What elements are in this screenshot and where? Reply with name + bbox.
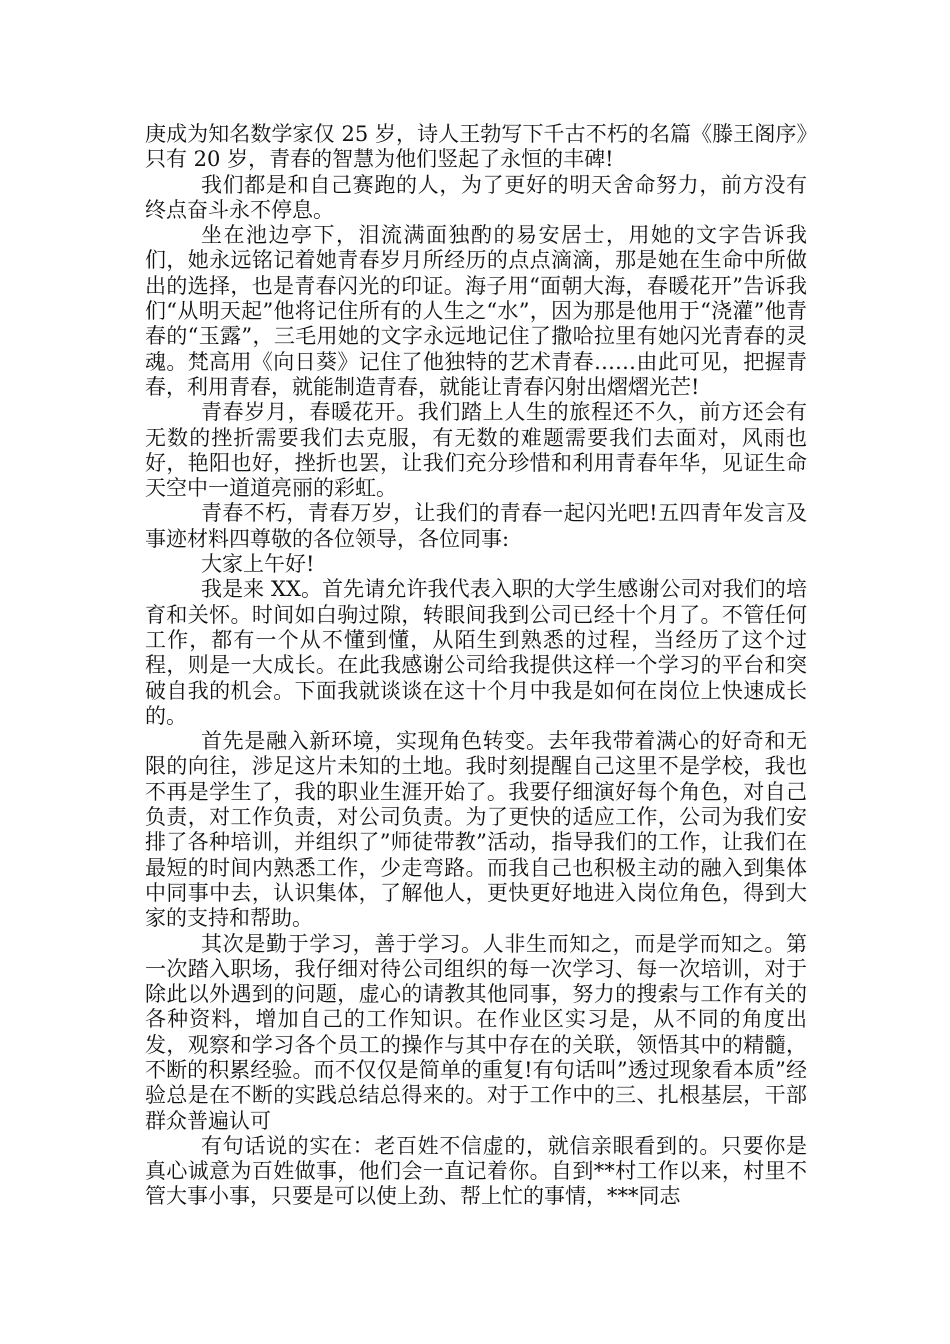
- paragraph-5: 青春不朽，青春万岁，让我们的青春一起闪光吧!五四青年发言及事迹材料四尊敬的各位领导，各位同事:: [145, 501, 807, 551]
- paragraph-7: 我是来 XX。首先请允许我代表入职的大学生感谢公司对我们的培育和关怀。时间如白驹过隙，转眼间我到公司已经十个月了。不管任何工作，都有一个从不懂到懂，从陌生到熟悉的过程，当经历了这个过程，则是一大成长。在此我感谢公司给我提供这样一个学习的平台和突破自我的机会。下面我就谈谈在这十个月中我是如何在岗位上快速成长的。: [145, 577, 807, 728]
- paragraph-8: 首先是融入新环境，实现角色转变。去年我带着满心的好奇和无限的向往，涉足这片未知的土地。我时刻提醒自己这里不是学校，我也不再是学生了，我的职业生涯开始了。我要仔细演好每个角色，对自己负责，对工作负责，对公司负责。为了更快的适应工作，公司为我们安排了各种培训，并组织了”师徒带教”活动，指导我们的工作，让我们在最短的时间内熟悉工作，少走弯路。而我自己也积极主动的融入到集体中同事中去，认识集体，了解他人，更快更好地进入岗位角色，得到大家的支持和帮助。: [145, 729, 807, 931]
- paragraph-9: 其次是勤于学习，善于学习。人非生而知之，而是学而知之。第一次踏入职场，我仔细对待公司组织的每一次学习、每一次培训，对于除此以外遇到的问题，虚心的请教其他同事，努力的搜索与工作有关的各种资料，增加自己的工作知识。在作业区实习是，从不同的角度出发，观察和学习各个员工的操作与其中存在的关联，领悟其中的精髓，不断的积累经验。而不仅仅是简单的重复!有句话叫”透过现象看本质”经验总是在不断的实践总结总得来的。对于工作中的三、扎根基层，干部群众普遍认可: [145, 931, 807, 1133]
- paragraph-2: 我们都是和自己赛跑的人，为了更好的明天舍命努力，前方没有终点奋斗永不停息。: [145, 172, 807, 222]
- paragraph-10: 有句话说的实在：老百姓不信虚的，就信亲眼看到的。只要你是真心诚意为百姓做事，他们会一直记着你。自到**村工作以来，村里不管大事小事，只要是可以使上劲、帮上忙的事情，***同志: [145, 1133, 807, 1209]
- paragraph-3: 坐在池边亭下，泪流满面独酌的易安居士，用她的文字告诉我们，她永远铭记着她青春岁月所经历的点点滴滴，那是她在生命中所做出的选择，也是青春闪光的印证。海子用“面朝大海，春暖花开”告诉我们“从明天起”他将记住所有的人生之“水”，因为那是他用于“浇灌”他青春的“玉露”，三毛用她的文字永远地记住了撒哈拉里有她闪光青春的灵魂。梵高用《向日葵》记住了他独特的艺术青春……由此可见，把握青春，利用青春，就能制造青春，就能让青春闪射出熠熠光芒!: [145, 223, 807, 399]
- paragraph-1: 庚成为知名数学家仅 25 岁，诗人王勃写下千古不朽的名篇《滕王阁序》只有 20 岁，青春的智慧为他们竖起了永恒的丰碑!: [145, 122, 807, 172]
- document-body: [145, 122, 807, 1210]
- paragraph-4: 青春岁月，春暖花开。我们踏上人生的旅程还不久，前方还会有无数的挫折需要我们去克服，有无数的难题需要我们去面对，风雨也好，艳阳也好，挫折也罢，让我们充分珍惜和利用青春年华，见证生命天空中一道道亮丽的彩虹。: [145, 400, 807, 501]
- paragraph-6: 大家上午好!: [201, 552, 315, 577]
